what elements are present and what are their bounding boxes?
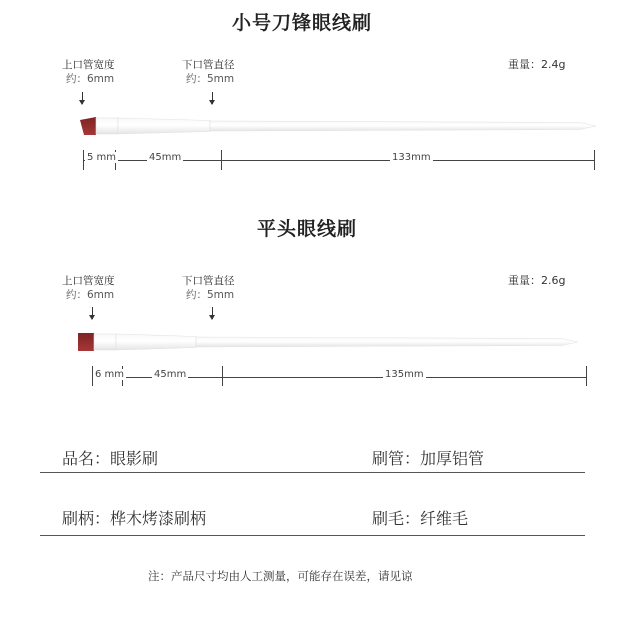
brush2-handle (196, 337, 578, 347)
brush2-image (78, 330, 598, 354)
brush2-top-label-text: 上口管宽度 (62, 275, 115, 287)
brush1-svg (80, 114, 600, 138)
spec-product-name: 品名：眼影刷 (62, 449, 159, 468)
brush2-dim-handle: 135mm (385, 369, 424, 380)
brush1-dim-ferrule: 45mm (149, 152, 182, 163)
brush2-bottom-value: 约：5mm (186, 289, 235, 301)
brush1-bottom-value: 约：5mm (186, 73, 235, 85)
brush1-bottom-label (182, 58, 235, 86)
brush2-top-value: 约：6mm (66, 289, 115, 301)
brush1-bristle (80, 117, 96, 135)
brush1-ferrule (96, 118, 118, 134)
brush2-bottom-arrow-icon (212, 307, 213, 319)
brush2-ferrule-taper (116, 334, 196, 350)
brush1-handle (210, 121, 596, 131)
brush2-bristle (78, 333, 94, 351)
brush2-dim-tick-3 (222, 366, 223, 386)
brush2-bottom-label-text: 下口管直径 (182, 275, 235, 287)
brush1-ferrule-taper (118, 118, 210, 134)
brush2-dim-tip: 6 mm (95, 369, 125, 380)
brush1-title: 小号刀锋眼线刷 (232, 12, 373, 34)
measurement-note: 注：产品尺寸均由人工测量，可能存在误差，请见谅 (148, 569, 413, 583)
brush2-bottom-label (182, 274, 235, 302)
brush2-top-label (62, 274, 115, 302)
brush2-dim-tick-4 (586, 366, 587, 386)
spec-divider-1 (40, 472, 585, 473)
brush2-dim-ferrule: 45mm (154, 369, 187, 380)
brush2-top-arrow-icon (92, 307, 93, 319)
spec-tube: 刷管：加厚铝管 (372, 449, 485, 468)
brush1-dim-handle: 133mm (392, 152, 431, 163)
brush2-svg (78, 330, 598, 354)
brush1-top-label-text: 上口管宽度 (62, 59, 115, 71)
brush2-ferrule (94, 334, 116, 350)
brush1-dim-tip: 5 mm (87, 152, 117, 163)
brush2-weight: 重量：2.6g (508, 274, 566, 287)
brush1-image (80, 114, 600, 138)
brush1-top-value: 约：6mm (66, 73, 115, 85)
spec-handle: 刷柄：桦木烤漆刷柄 (62, 509, 207, 528)
brush1-top-label (62, 58, 115, 86)
brush1-bottom-label-text: 下口管直径 (182, 59, 235, 71)
brush1-bottom-arrow-icon (212, 92, 213, 104)
spec-bristle: 刷毛：纤维毛 (372, 509, 469, 528)
brush1-weight: 重量：2.4g (508, 58, 566, 71)
brush2-title: 平头眼线刷 (257, 218, 358, 240)
spec-divider-2 (40, 535, 585, 536)
brush1-top-arrow-icon (82, 92, 83, 104)
